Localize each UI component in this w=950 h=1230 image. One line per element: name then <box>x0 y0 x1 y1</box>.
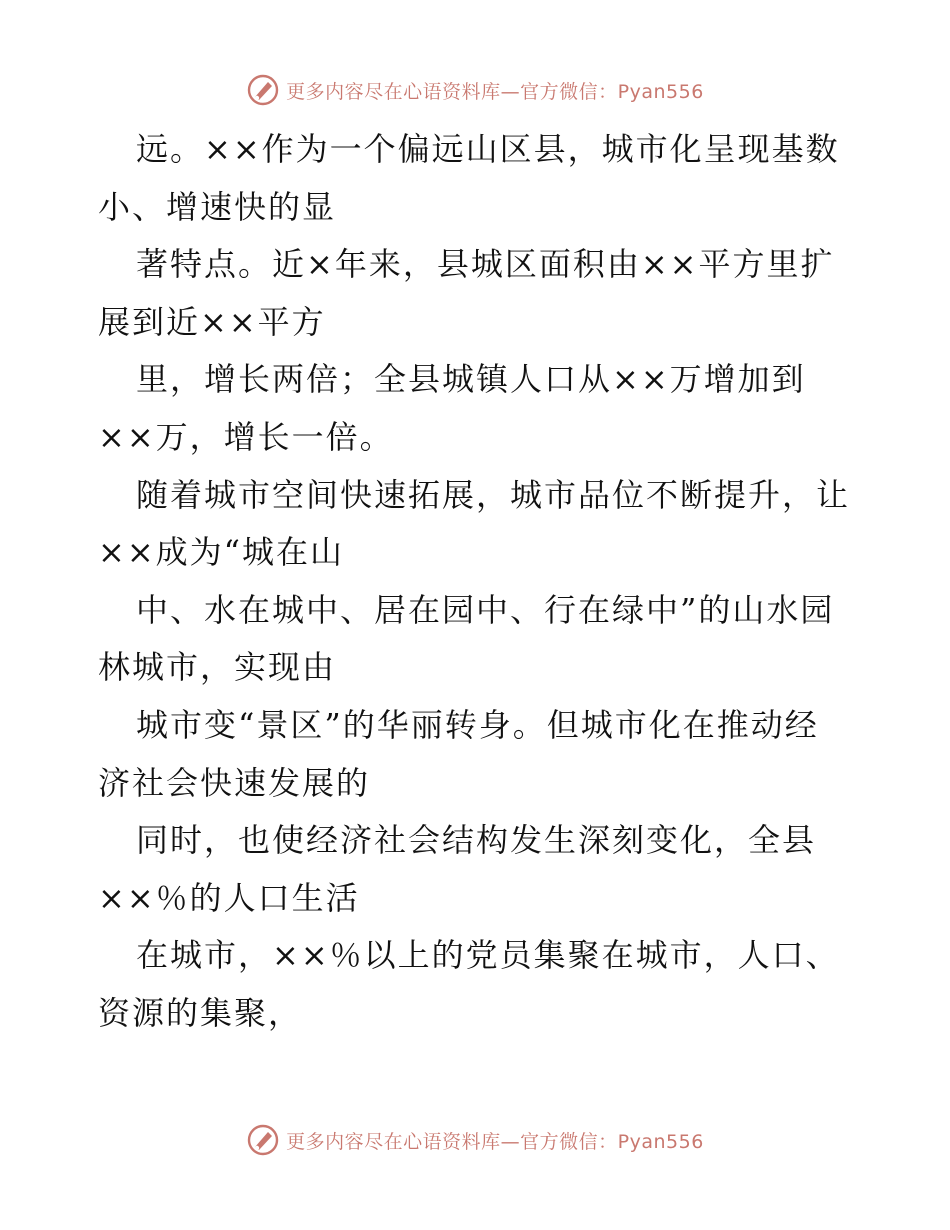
text-line: 展到近××平方 <box>98 302 326 341</box>
pen-circle-logo-icon <box>246 1123 280 1157</box>
text-line: 里，增长两倍；全县城镇人口从××万增加到 <box>136 360 806 399</box>
text-line: 随着城市空间快速拓展，城市品位不断提升，让 <box>136 475 851 514</box>
text-line: 资源的集聚， <box>98 993 303 1032</box>
text-line: 小、增速快的显 <box>98 187 337 226</box>
text-line: 同时，也使经济社会结构发生深刻变化，全县 <box>136 821 817 860</box>
text-line: 中、水在城中、居在园中、行在绿中”的山水园 <box>136 590 835 629</box>
text-line: 远。××作为一个偏远山区县，城市化呈现基数 <box>136 130 840 168</box>
text-line: 济社会快速发展的 <box>98 763 371 802</box>
footer-banner <box>0 1120 950 1160</box>
text-line: 城市变“景区”的华丽转身。但城市化在推动经 <box>136 705 819 744</box>
document-body <box>98 121 858 1043</box>
header-banner <box>0 70 950 110</box>
footer-banner-text: 更多内容尽在心语资料库—官方微信：Pyan556 <box>286 1130 704 1153</box>
text-line: ××万，增长一倍。 <box>98 417 394 456</box>
text-line: 林城市，实现由 <box>98 648 337 687</box>
text-line: 著特点。近×年来，县城区面积由××平方里扩 <box>136 245 835 284</box>
text-line: ××成为“城在山 <box>98 533 344 572</box>
text-line: 在城市，××％以上的党员集聚在城市，人口、 <box>136 936 840 975</box>
text-line: ××％的人口生活 <box>98 878 360 917</box>
header-banner-text: 更多内容尽在心语资料库—官方微信：Pyan556 <box>286 80 704 103</box>
pen-circle-logo-icon <box>246 73 280 107</box>
